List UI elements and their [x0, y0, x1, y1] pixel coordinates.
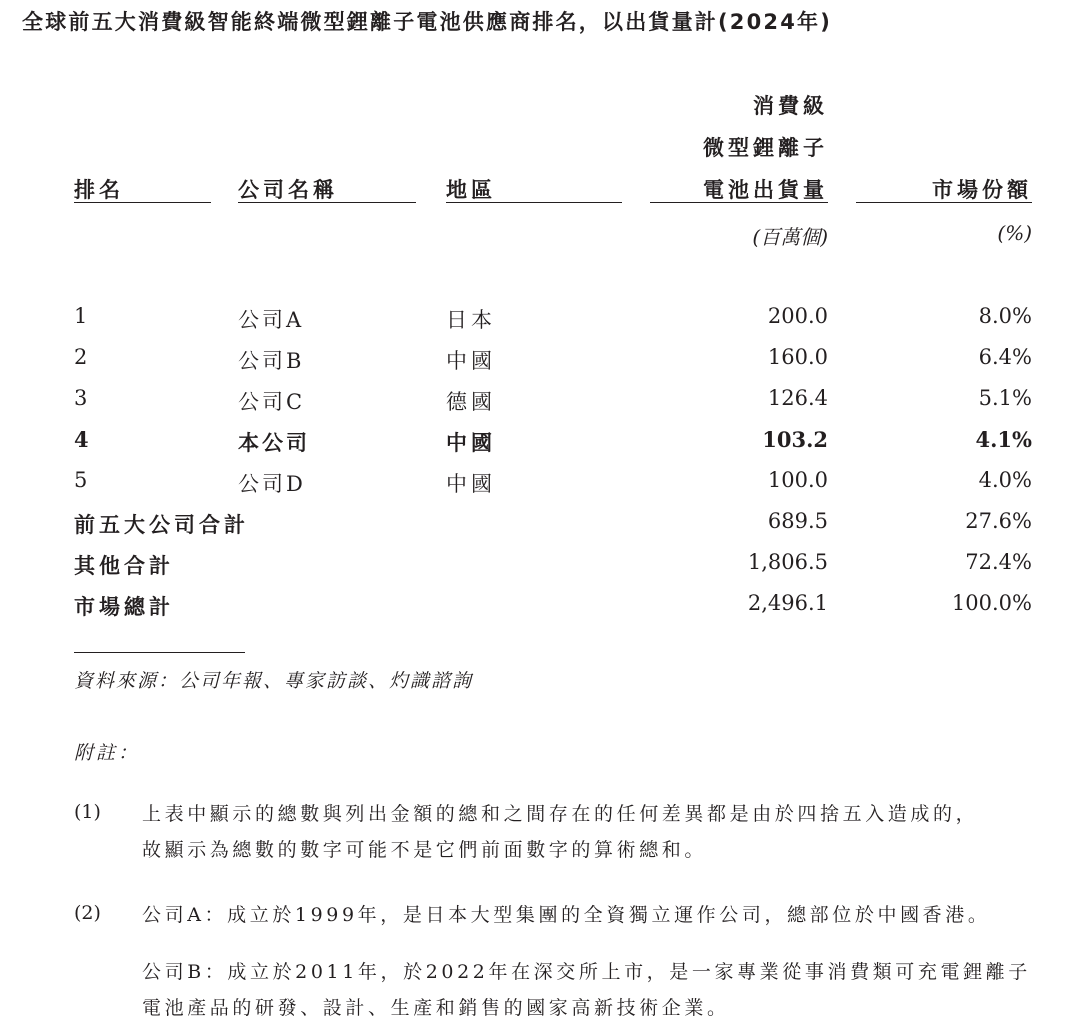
cell-share: 8.0% [978, 304, 1032, 328]
cell-company: 公司A [238, 308, 305, 332]
cell-company: 公司C [238, 390, 306, 414]
header-rule-shipment [650, 202, 828, 203]
cell-rank: 4 [74, 427, 89, 452]
note-line: 故顯示為總數的數字可能不是它們前面數字的算術總和。 [142, 839, 708, 861]
cell-shipment: 2,496.1 [747, 591, 828, 615]
cell-region: 日本 [446, 308, 496, 332]
header-company: 公司名稱 [238, 178, 338, 202]
table-row [0, 378, 1080, 419]
cell-company: 本公司 [238, 431, 310, 455]
cell-total-label: 前五大公司合計 [74, 513, 249, 537]
table-total-row [0, 542, 1080, 583]
note-line: 電池產品的研發、設計、生產和銷售的國家高新技術企業。 [142, 997, 730, 1019]
cell-share: 6.4% [978, 345, 1032, 369]
cell-shipment: 100.0 [767, 468, 828, 492]
cell-share: 27.6% [965, 509, 1032, 533]
cell-region: 中國 [446, 349, 496, 373]
cell-shipment: 160.0 [767, 345, 828, 369]
unit-share: (%) [997, 221, 1032, 245]
note-line: 公司A：成立於1999年，是日本大型集團的全資獨立運作公司，總部位於中國香港。 [142, 904, 991, 926]
source-note: 資料來源：公司年報、專家訪談、灼識諮詢 [74, 670, 474, 692]
header-rule-region [446, 202, 622, 203]
cell-rank: 1 [74, 304, 88, 328]
cell-total-label: 其他合計 [74, 554, 174, 578]
cell-shipment: 689.5 [767, 509, 828, 533]
cell-rank: 2 [74, 345, 88, 369]
header-shipment-line1: 消費級 [753, 94, 828, 118]
source-divider [74, 652, 245, 653]
cell-shipment: 103.2 [762, 427, 828, 452]
note-text [142, 897, 1042, 933]
cell-company: 公司B [238, 349, 305, 373]
cell-shipment: 200.0 [767, 304, 828, 328]
cell-share: 4.1% [975, 427, 1032, 452]
note-number: (2) [74, 902, 101, 924]
header-rule-company [238, 202, 416, 203]
table-total-row [0, 583, 1080, 624]
table-row [0, 296, 1080, 337]
table-row [0, 460, 1080, 501]
cell-region: 中國 [446, 431, 496, 455]
header-rule-share [856, 202, 1032, 203]
cell-rank: 3 [74, 386, 88, 410]
cell-share: 4.0% [978, 468, 1032, 492]
cell-share: 100.0% [951, 591, 1032, 615]
cell-share: 72.4% [965, 550, 1032, 574]
header-shipment-line3: 電池出貨量 [703, 178, 828, 202]
header-shipment-line2: 微型鋰離子 [703, 136, 828, 160]
unit-shipment: (百萬個) [752, 225, 828, 249]
header-rule-rank [74, 202, 211, 203]
cell-region: 中國 [446, 472, 496, 496]
cell-region: 德國 [446, 390, 496, 414]
cell-share: 5.1% [978, 386, 1032, 410]
note-number: (1) [74, 801, 101, 823]
table-body [0, 296, 1080, 624]
page-title: 全球前五大消費級智能終端微型鋰離子電池供應商排名，以出貨量計(2024年) [22, 10, 833, 34]
notes-title: 附註： [74, 742, 141, 764]
cell-total-label: 市場總計 [74, 595, 174, 619]
note-text [142, 954, 1042, 1026]
table-row-highlight [0, 419, 1080, 460]
note-line: 上表中顯示的總數與列出金額的總和之間存在的任何差異都是由於四捨五入造成的， [142, 803, 979, 825]
cell-company: 公司D [238, 472, 306, 496]
header-region: 地區 [446, 178, 496, 202]
note-line: 公司B：成立於2011年，於2022年在深交所上市，是一家專業從事消費類可充電鋰離子 [142, 961, 1031, 983]
cell-rank: 5 [74, 468, 88, 492]
note-text [142, 796, 1042, 868]
cell-shipment: 126.4 [767, 386, 828, 410]
header-rank: 排名 [74, 178, 124, 202]
table-total-row [0, 501, 1080, 542]
header-share: 市場份額 [932, 178, 1032, 202]
table-row [0, 337, 1080, 378]
cell-shipment: 1,806.5 [747, 550, 828, 574]
